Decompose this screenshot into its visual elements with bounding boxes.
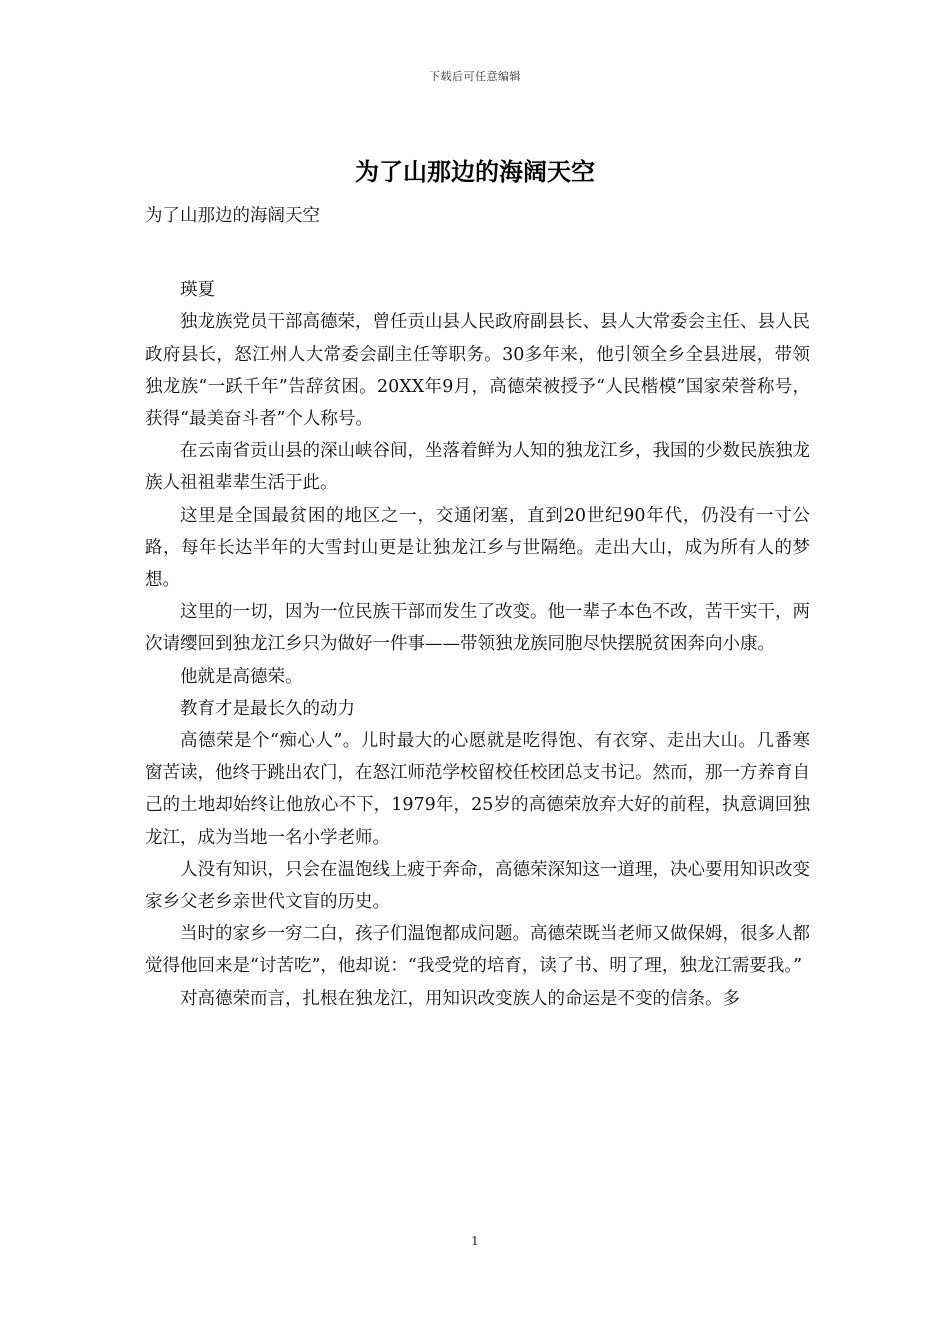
header-note: 下载后可任意编辑 xyxy=(429,70,521,83)
paragraph: 独龙族党员干部高德荣，曾任贡山县人民政府副县长、县人大常委会主任、县人民政府县长，怒江州人大常委会副主任等职务。30多年来，他引领全乡全县进展，带领独龙族“一跃千年”告辞贫困。20XX年9月，高德荣被授予“人民楷模”国家荣誉称号，获得“最美奋斗者”个人称号。 xyxy=(145,312,810,430)
document-body xyxy=(145,200,810,1015)
paragraph: 人没有知识，只会在温饱线上疲于奔命，高德荣深知这一道理，决心要用知识改变家乡父老乡亲世代文盲的历史。 xyxy=(145,859,810,913)
document-title: 为了山那边的海阔天空 xyxy=(355,158,595,186)
paragraph: 对高德荣而言，扎根在独龙江，用知识改变族人的命运是不变的信条。多 xyxy=(180,988,740,1009)
page-number: 1 xyxy=(471,1234,479,1248)
paragraph: 他就是高德荣。 xyxy=(180,666,303,687)
author-line: 瑛夏 xyxy=(180,280,215,301)
paragraph: 在云南省贡山县的深山峡谷间，坐落着鲜为人知的独龙江乡，我国的少数民族独龙族人祖祖辈辈生活于此。 xyxy=(145,441,810,494)
paragraph: 这里是全国最贫困的地区之一，交通闭塞，直到20世纪90年代，仍没有一寸公路，每年长达半年的大雪封山更是让独龙江乡与世隔绝。走出大山，成为所有人的梦想。 xyxy=(145,505,810,591)
document-subtitle: 为了山那边的海阔天空 xyxy=(145,206,320,226)
section-heading: 教育才是最长久的动力 xyxy=(180,698,355,719)
paragraph: 这里的一切，因为一位民族干部而发生了改变。他一辈子本色不改，苦干实干，两次请缨回到独龙江乡只为做好一件事——带领独龙族同胞尽快摆脱贫困奔向小康。 xyxy=(145,602,810,655)
blank-line xyxy=(145,232,810,274)
paragraph: 高德荣是个“痴心人”。儿时最大的心愿就是吃得饱、有衣穿、走出大山。几番寒窗苦读，他终于跳出农门，在怒江师范学校留校任校团总支书记。然而，那一方养育自己的土地却始终让他放心不下，1979年，25岁的高德荣放弃大好的前程，执意调回独龙江，成为当地一名小学老师。 xyxy=(145,731,810,848)
paragraph: 当时的家乡一穷二白，孩子们温饱都成问题。高德荣既当老师又做保姆，很多人都觉得他回来是“讨苦吃”，他却说：“我受党的培育，读了书、明了理，独龙江需要我。” xyxy=(145,924,810,977)
